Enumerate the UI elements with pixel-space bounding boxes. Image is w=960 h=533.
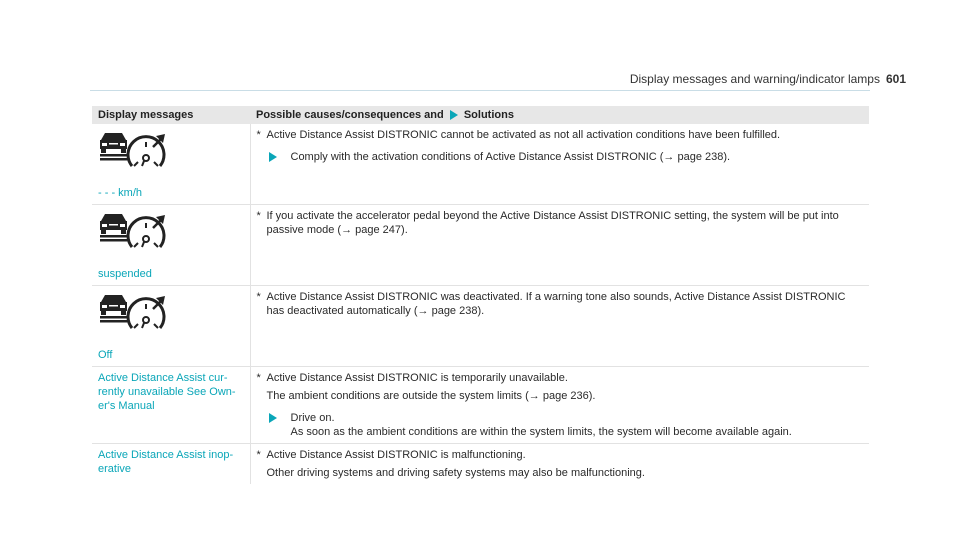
cause-extra: Other driving systems and driving safety systems may also be malfunctioning. <box>266 467 645 479</box>
distronic-gauge-icon <box>98 292 168 334</box>
solution-step <box>257 411 864 439</box>
distronic-gauge-icon <box>98 211 168 253</box>
message-label: - - - km/h <box>98 187 142 199</box>
message-label: Active Distance Assist inop-erative <box>98 449 234 475</box>
col-header-solutions-text: Solutions <box>463 109 514 121</box>
message-cell <box>92 205 250 286</box>
bullet-star: * <box>256 291 261 303</box>
bullet-star: * <box>256 210 261 222</box>
table-row <box>92 205 869 286</box>
bullet-star: * <box>256 372 261 384</box>
cause-text: Active Distance Assist DISTRONIC cannot be activated as not all activation conditions have been fulfilled. <box>266 129 781 141</box>
table-row <box>92 124 869 205</box>
bullet-star: * <box>256 449 261 461</box>
messages-table <box>92 106 869 484</box>
cause-cell <box>250 205 869 286</box>
step-content <box>291 411 792 439</box>
table-row <box>92 286 869 367</box>
table-row <box>92 444 869 485</box>
cause-cell <box>250 444 869 485</box>
cause-cell <box>250 286 869 367</box>
cause-text: Active Distance Assist DISTRONIC was deactivated. If a warning tone also sounds, Active Distance Assist DISTRONIC has deactivated automatically (→ page 238). <box>266 291 846 317</box>
message-cell <box>92 124 250 205</box>
cause-bullet <box>257 290 864 318</box>
bullet-star: * <box>256 129 261 141</box>
header-title: Display messages and warning/indicator lamps <box>629 72 880 86</box>
col-header-causes-text: Possible causes/consequences and <box>256 109 444 121</box>
cause-text: Active Distance Assist DISTRONIC is temporarily unavailable. <box>266 372 568 384</box>
step-text: Drive on. <box>290 412 335 424</box>
table-row <box>92 367 869 444</box>
step-arrow-icon <box>269 411 291 439</box>
col-header-display-messages: Display messages <box>92 106 250 124</box>
header-rule <box>90 90 870 91</box>
step-arrow-icon <box>269 150 291 166</box>
cause-bullet <box>257 371 864 385</box>
header-text <box>630 72 906 86</box>
page-number: 601 <box>885 72 906 86</box>
message-label: suspended <box>98 268 152 280</box>
col-header-causes <box>250 106 869 124</box>
cause-bullet <box>257 209 864 237</box>
cause-bullet <box>257 448 864 462</box>
cause-bullet <box>257 128 864 142</box>
table-header-row <box>92 106 869 124</box>
cause-cell <box>250 367 869 444</box>
step-detail: As soon as the ambient conditions are within the system limits, the system will become available again. <box>290 426 792 438</box>
cause-text: If you activate the accelerator pedal beyond the Active Distance Assist DISTRONIC setting, the system will be put into passive mode (→ page 247). <box>266 210 839 236</box>
message-label: Off <box>98 349 113 361</box>
solution-arrow-icon <box>450 110 458 120</box>
solution-step <box>257 150 864 166</box>
message-cell <box>92 444 250 485</box>
message-cell <box>92 286 250 367</box>
cause-cell <box>250 124 869 205</box>
distronic-gauge-icon <box>98 130 168 172</box>
message-cell <box>92 367 250 444</box>
cause-text: Active Distance Assist DISTRONIC is malfunctioning. <box>266 449 526 461</box>
cause-extra: The ambient conditions are outside the system limits (→ page 236). <box>266 390 596 402</box>
step-text: Comply with the activation conditions of Active Distance Assist DISTRONIC (→ page 238). <box>290 151 731 163</box>
message-label: Active Distance Assist cur-rently unavailable See Own-er's Manual <box>98 372 236 412</box>
